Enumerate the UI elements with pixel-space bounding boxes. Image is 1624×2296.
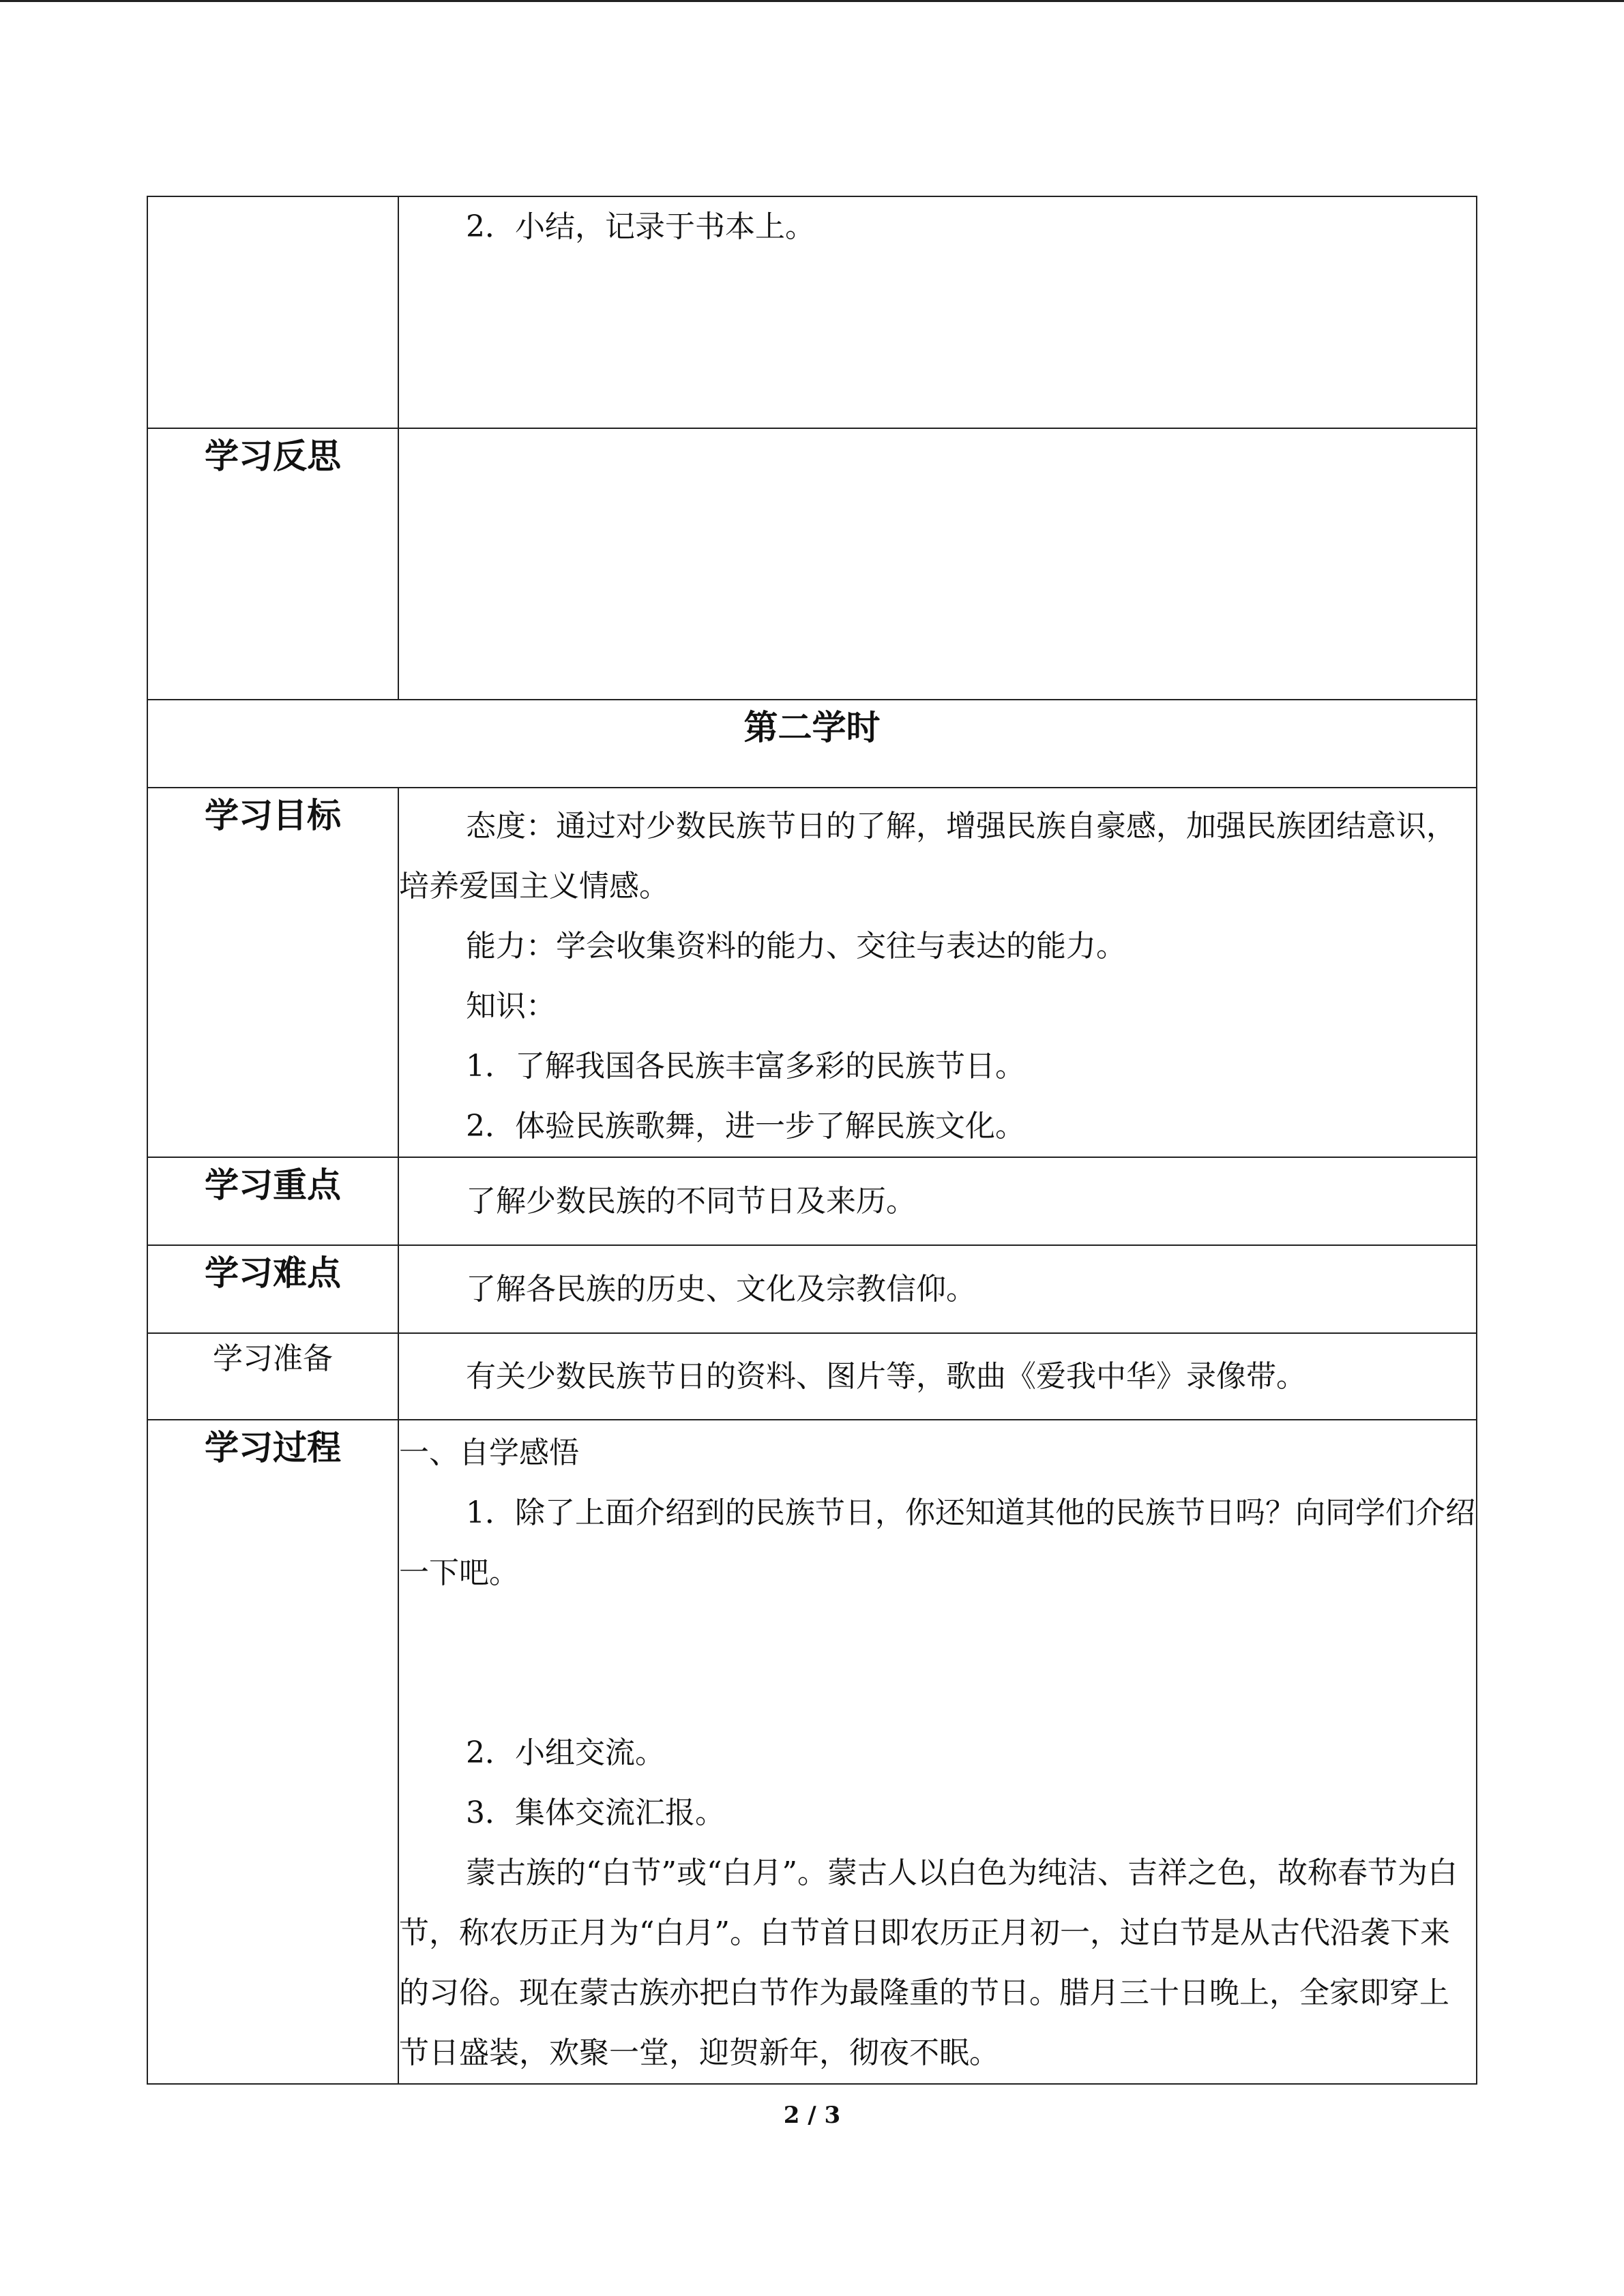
difficulties-text: 了解各民族的历史、文化及宗教信仰。 [466,1271,976,1307]
key-points-label: 学习重点 [205,1165,341,1205]
reflection-label-cell [147,428,398,700]
reflection-label: 学习反思 [205,436,341,476]
key-points-label-cell [147,1157,398,1245]
section-header-row [147,700,1477,788]
process-paragraph: 蒙古族的“白节”或“白月”。蒙古人以白色为纯洁、吉祥之色，故称春节为白节，称农历正月为“白月”。白节首日即农历正月初一，过白节是从古代沿袭下来的习俗。现在蒙古族亦把白节作为最隆重的节日。腊月三十日晚上，全家即穿上节日盛装，欢聚一堂，迎贺新年，彻夜不眠。 [399,1855,1458,2070]
objective-ability: 能力：学会收集资料的能力、交往与表达的能力。 [466,929,1126,964]
summary-content-cell [398,196,1477,428]
preparation-label: 学习准备 [213,1341,333,1376]
objective-item-1: 1．了解我国各民族丰富多彩的民族节日。 [466,1049,1025,1084]
objectives-label-cell [147,788,398,1157]
key-points-content-cell [398,1157,1477,1245]
summary-line: 2．小结，记录于书本上。 [466,209,815,244]
reflection-content-cell [398,428,1477,700]
section-header-title: 第二学时 [743,708,881,747]
objective-item-2: 2．体验民族歌舞，进一步了解民族文化。 [466,1109,1025,1144]
summary-row [147,196,1477,428]
process-label: 学习过程 [205,1428,341,1467]
key-points-row [147,1157,1477,1245]
process-heading: 一、自学感悟 [399,1435,579,1470]
difficulties-label: 学习难点 [205,1253,341,1293]
process-answer-space [399,1603,1476,1723]
process-label-cell [147,1420,398,2084]
process-item-2: 2．小组交流。 [466,1735,665,1770]
page-indicator: 2 / 3 [783,2102,841,2129]
objectives-row [147,788,1477,1157]
preparation-label-cell [147,1333,398,1420]
objective-attitude: 态度：通过对少数民族节日的了解，增强民族自豪感，加强民族团结意识，培养爱国主义情感。 [399,809,1456,904]
objectives-label: 学习目标 [205,796,341,835]
summary-label-cell [147,196,398,428]
preparation-text: 有关少数民族节日的资料、图片等，歌曲《爱我中华》录像带。 [466,1358,1306,1394]
key-points-text: 了解少数民族的不同节日及来历。 [466,1183,916,1219]
section-header-cell [147,700,1477,788]
difficulties-row [147,1245,1477,1333]
process-item-1: 1．除了上面介绍到的民族节日，你还知道其他的民族节日吗？向同学们介绍一下吧。 [399,1495,1475,1590]
process-item-3: 3．集体交流汇报。 [466,1795,725,1830]
process-content-cell [398,1420,1477,2084]
lesson-plan-table [147,196,1477,2085]
objective-knowledge: 知识： [466,989,556,1024]
preparation-row [147,1333,1477,1420]
difficulties-content-cell [398,1245,1477,1333]
objectives-content-cell [398,788,1477,1157]
process-row [147,1420,1477,2084]
top-border-line [0,0,1624,2]
preparation-content-cell [398,1333,1477,1420]
difficulties-label-cell [147,1245,398,1333]
reflection-row [147,428,1477,700]
